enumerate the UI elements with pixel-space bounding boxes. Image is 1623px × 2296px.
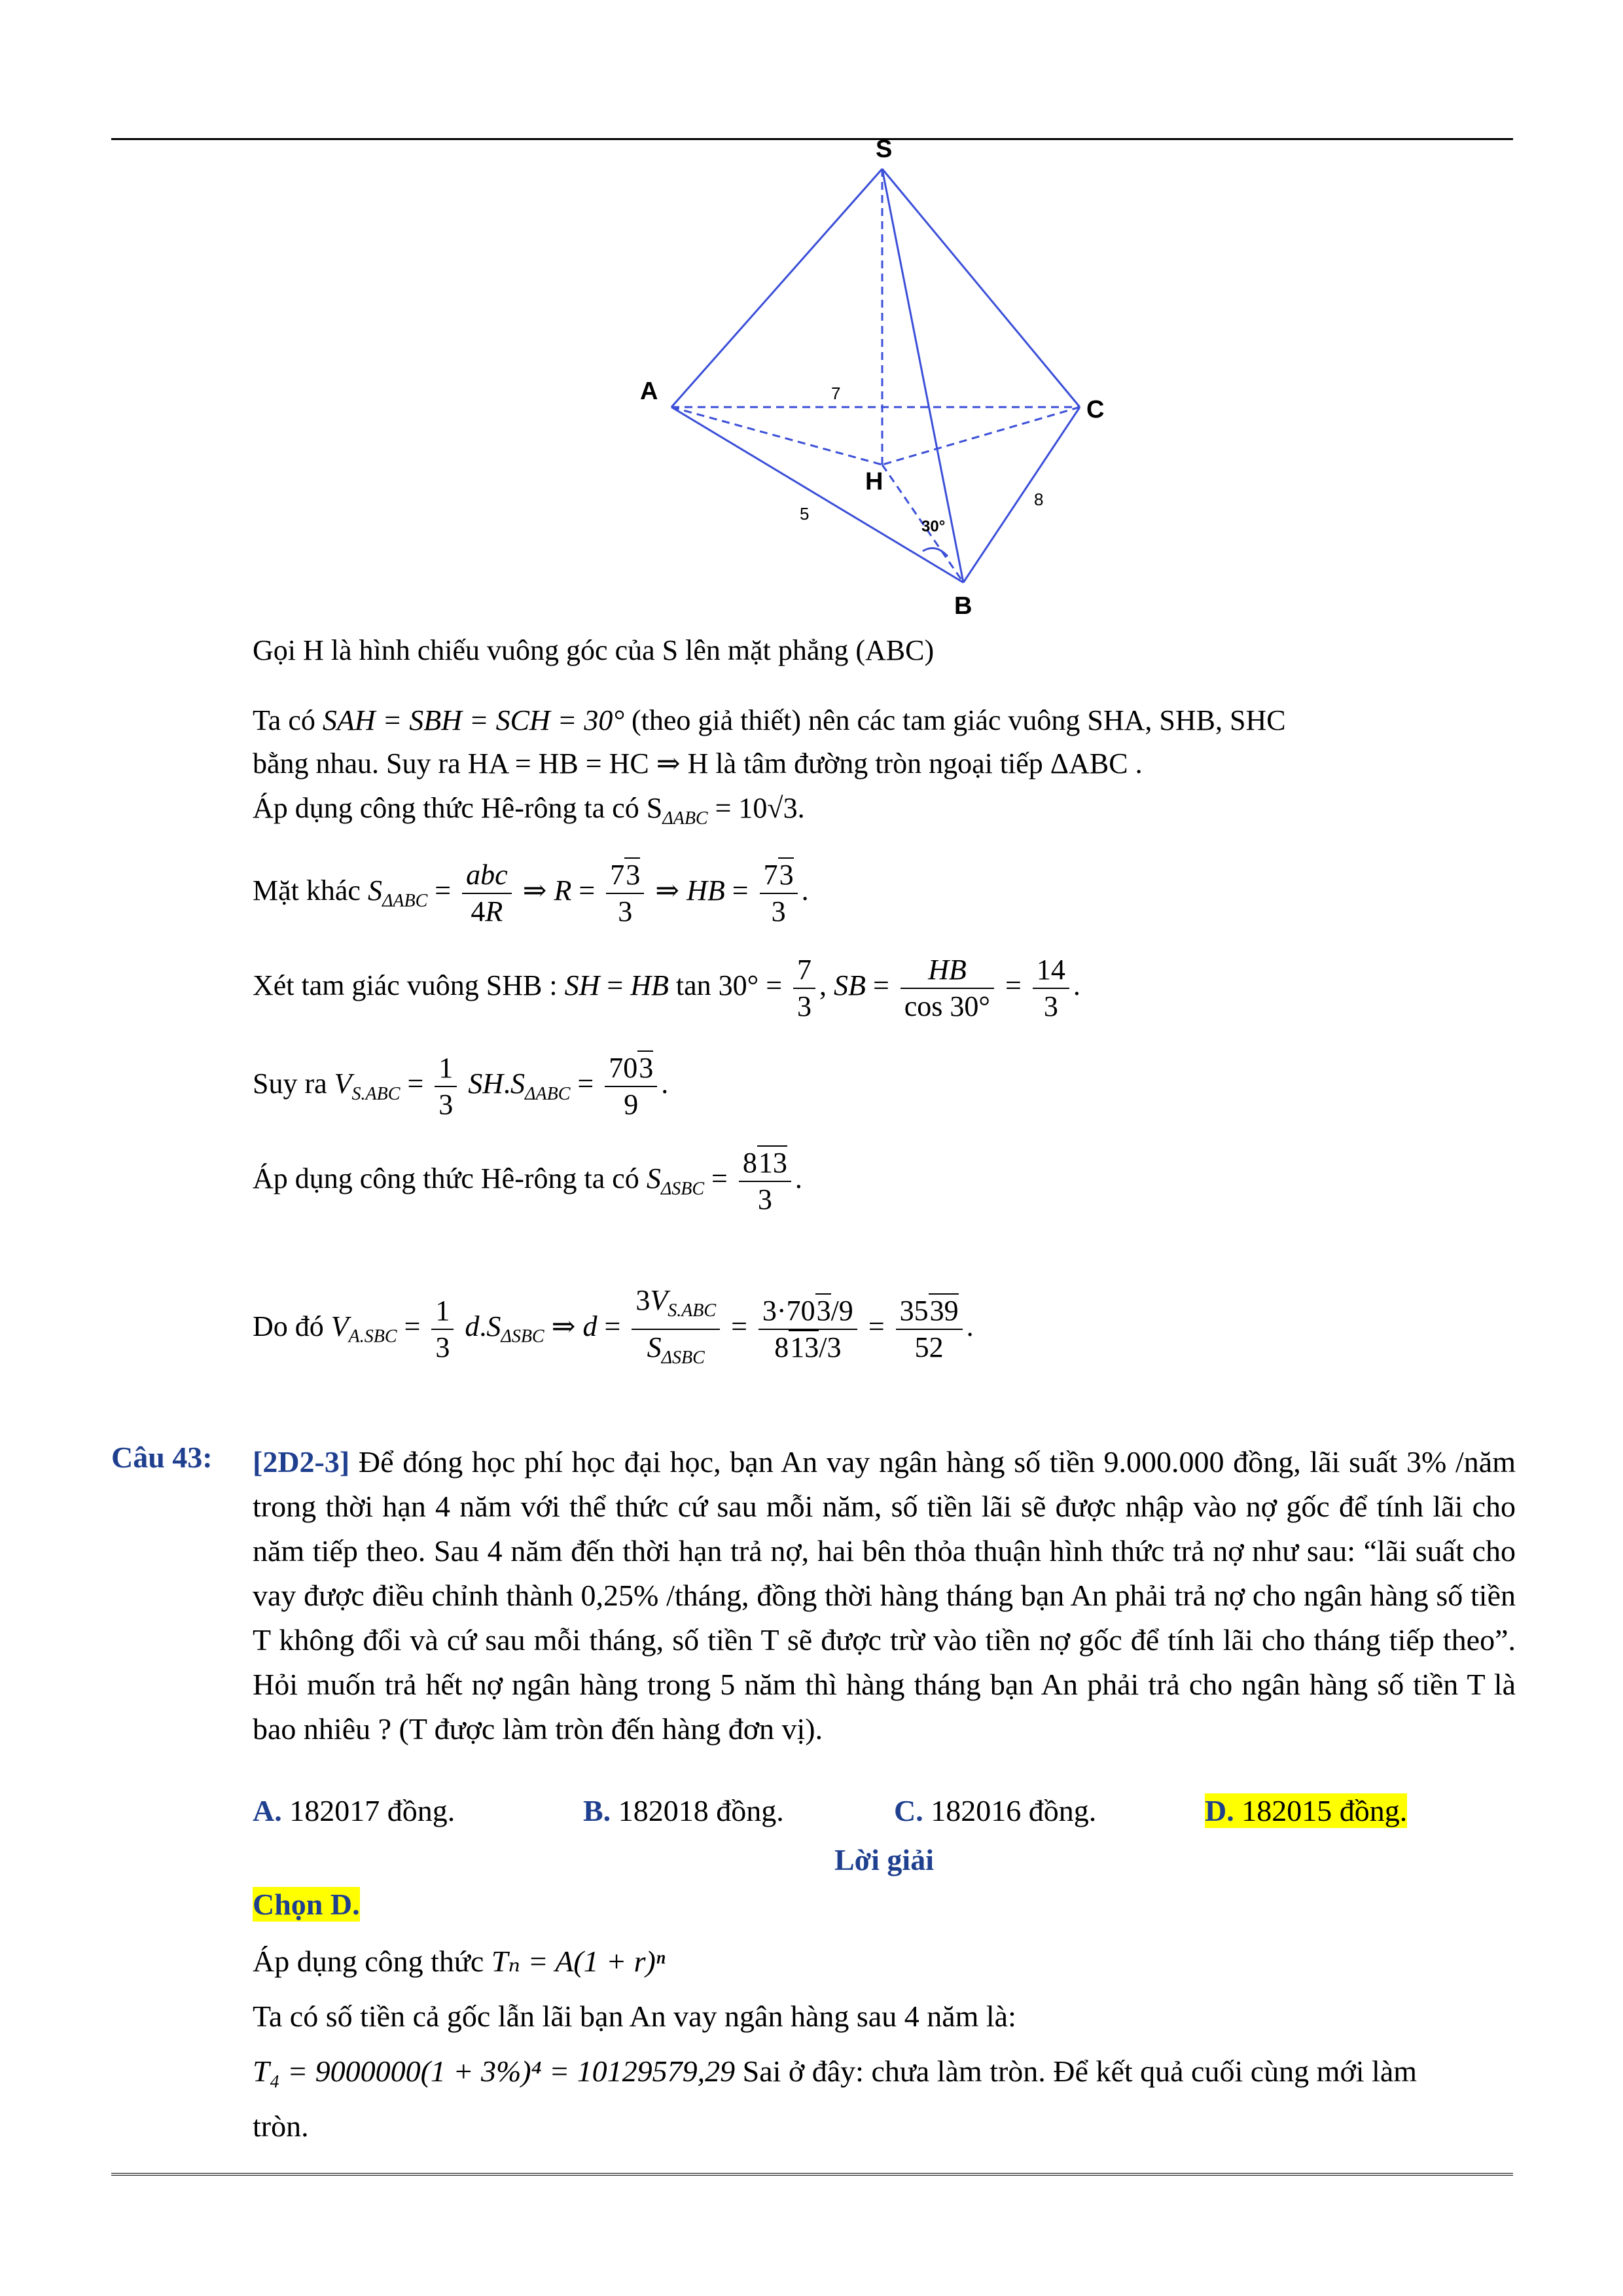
vertex-h-label: H [865,468,883,495]
sol-line-1: Gọi H là hình chiếu vuông góc của S lên mặt phẳng (ABC) [253,634,935,666]
edge-sc [882,169,1080,407]
angle-equality: SAH = SBH = SCH = 30° [322,704,624,736]
answer-b[interactable]: B. 182018 đồng. [583,1794,784,1827]
angle-label: 30° [921,518,946,535]
segment-ha [671,407,882,465]
edge-bc-length: 8 [1034,490,1044,509]
edge-ab-length: 5 [800,504,810,524]
sol-line-5: Mặt khác $S_{\Delta ABC}$ = $\frac{\text{abc}}{4R}$ ⇒ R = $\frac{73}{3}$ ⇒ HB = $\frac{73}{3}$ . [253,859,809,927]
vertex-s-label: S [876,135,893,163]
answer-d[interactable]: D. 182015 đồng. [1205,1794,1408,1827]
answer-c[interactable]: C. 182016 đồng. [894,1794,1097,1827]
answer-a[interactable]: A. 182017 đồng. [253,1794,455,1827]
solution-p3: T₄ = 9000000(1 + 3%)⁴ = 10129579,29 Sai ở đây: chưa làm tròn. Để kết quả cuối cùng mới làm [253,2054,1418,2088]
solution-title: Lời giải [834,1843,934,1876]
sol-line-4: Áp dụng công thức Hê-rông ta có $S_{\Delta ABC} = 10√3$. [253,792,805,829]
sol-line-7: Suy ra $V_{S.ABC}$ = $\frac{1}{3}$ $SH.S_{\Delta ABC}$ = $\frac{703}{9}$ . [253,1052,669,1121]
edge-ab [671,407,963,583]
question-label: Câu 43: [111,1441,213,1474]
vertex-c-label: C [1086,396,1105,423]
edge-bc [963,407,1080,583]
chosen-answer: Chọn D. [253,1888,360,1921]
answer-options [253,1793,1516,1833]
footer-rule [111,2173,1513,2179]
edge-ac-length: 7 [831,384,841,403]
sol-line-2: Ta có SAH = SBH = SCH = 30° (theo giả thiết) nên các tam giác vuông SHA, SHB, SHC [253,704,1286,736]
vertex-b-label: B [954,592,972,620]
question-tag: [2D2-3] [253,1445,350,1479]
solution-p2: Ta có số tiền cả gốc lẫn lãi bạn An vay ngân hàng sau 4 năm là: [253,2000,1016,2033]
solution-p4: tròn. [253,2109,309,2143]
segment-hc [882,407,1080,465]
sol-line-8: Áp dụng công thức Hê-rông ta có $S_{\Delta SBC}$ = $\frac{813}{3}$ . [253,1147,802,1215]
solution-p1: Áp dụng công thức Tₙ = A(1 + r)ⁿ [253,1945,666,1978]
question-text: [2D2-3] Để đóng học phí học đại học, bạn An vay ngân hàng số tiền 9.000.000 đồng, lãi suất 3% /năm trong thời hạn 4 năm với thể thức cứ sau mỗi năm, số tiền lãi sẽ được nhập vào nợ gốc để tính lãi cho năm tiếp theo. Sau 4 năm đến thời hạn trả nợ, hai bên thỏa thuận hình thức trả nợ như sau: “lãi suất cho vay được điều chỉnh thành 0,25% /tháng, đồng thời hàng tháng bạn An phải trả nợ cho ngân hàng số tiền T không đổi và cứ sau mỗi tháng, số tiền T sẽ được trừ vào tiền nợ gốc để tính lãi cho tháng tiếp theo”. Hỏi muốn trả hết nợ ngân hàng trong 5 năm thì hàng tháng bạn An phải trả cho ngân hàng số tiền T là bao nhiêu ? (T được làm tròn đến hàng đơn vị). [253,1445,1516,1746]
vertex-a-label: A [640,378,658,405]
pyramid-diagram [628,131,1126,628]
sol-line-6: Xét tam giác vuông SHB : SH = HB tan 30° = $\frac{7}{3}$ , SB = $\frac{HB}{\cos 30^\circ}$ = $\frac{14}{3}$ . [253,954,1080,1022]
solution-body [253,1934,1516,2154]
edge-sa [671,169,882,407]
sol-line-9: Do đó $V_{A.SBC}$ = $\frac{1}{3}$ $d.S_{\Delta SBC}$ ⇒ d = $\frac{3V_{S.ABC}}{S_{\Delta SBC}}$ = $\frac{3\cdot 703/9}{813/3}$ = $\frac{3539}{52}$ . [253,1284,974,1368]
sol-line-3: bằng nhau. Suy ra HA = HB = HC ⇒ H là tâm đường tròn ngoại tiếp ΔABC . [253,747,1143,780]
